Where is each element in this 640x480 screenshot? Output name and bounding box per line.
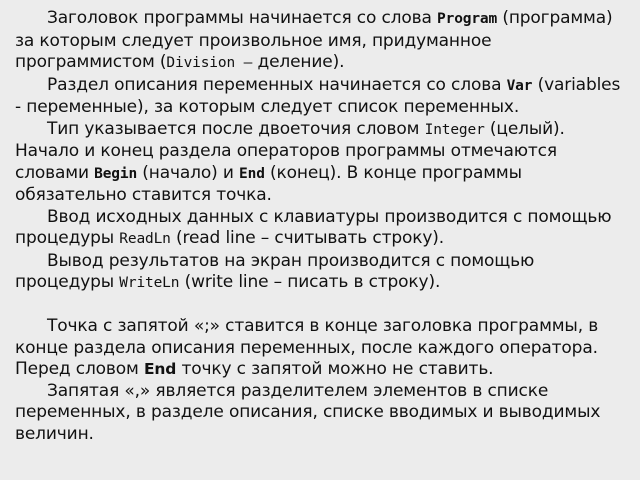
paragraph-program-header — [15, 8, 630, 75]
text-run: Вывод результатов на экран производится с помощью процедуры — [15, 250, 535, 292]
code-readln: ReadLn — [119, 231, 171, 247]
text-body — [15, 8, 630, 445]
text-run: (write line – писать в строку). — [179, 272, 441, 292]
text-run: (целый). Начало и конец раздела операторов программы отмечаются словами — [15, 118, 565, 183]
code-integer: Integer — [424, 121, 485, 138]
text-run: (программа) за которым следует произвольное имя, придуманное программистом ( — [15, 8, 613, 72]
text-run: Тип указывается после двоеточия словом — [47, 118, 425, 139]
text-run: Раздел описания переменных начинается со слова — [47, 74, 507, 95]
paragraph-var-section — [15, 75, 630, 119]
text-run: точку с запятой можно не ставить. — [176, 359, 494, 379]
text-run: (read line – считывать строку). — [170, 228, 445, 248]
text-run: Запятая «,» является разделителем элементов в списке переменных, в разделе описания, списке вводимых и выводимых величин. — [15, 380, 601, 444]
text-run: (variables - переменные), за которым следует список переменных. — [15, 74, 621, 117]
paragraph-writeln — [15, 251, 630, 295]
text-run: Ввод исходных данных с клавиатуры производится с помощью процедуры — [15, 206, 612, 248]
code-division: Division – — [166, 55, 253, 71]
text-run: Заголовок программы начинается со слова — [47, 8, 438, 28]
paragraph-comma — [15, 381, 630, 446]
text-run: деление). — [252, 52, 345, 72]
keyword-var: Var — [506, 77, 533, 94]
paragraph-readln — [15, 207, 630, 251]
paragraph-spacer — [15, 295, 630, 317]
paragraph-type-and-operators — [15, 119, 630, 207]
keyword-end: End — [239, 165, 265, 182]
keyword-program: Program — [437, 11, 498, 27]
text-run: (конец). В конце программы обязательно ставится точка. — [15, 162, 522, 205]
keyword-begin: Begin — [94, 165, 138, 182]
keyword-end: End — [143, 360, 177, 378]
paragraph-semicolon — [15, 316, 630, 381]
code-writeln: WriteLn — [119, 275, 180, 291]
text-run: (начало) и — [137, 162, 240, 183]
text-run: Точка с запятой «;» ставится в конце заголовка программы, в конце раздела описания переменных, после каждого оператора. Перед словом — [15, 316, 599, 379]
